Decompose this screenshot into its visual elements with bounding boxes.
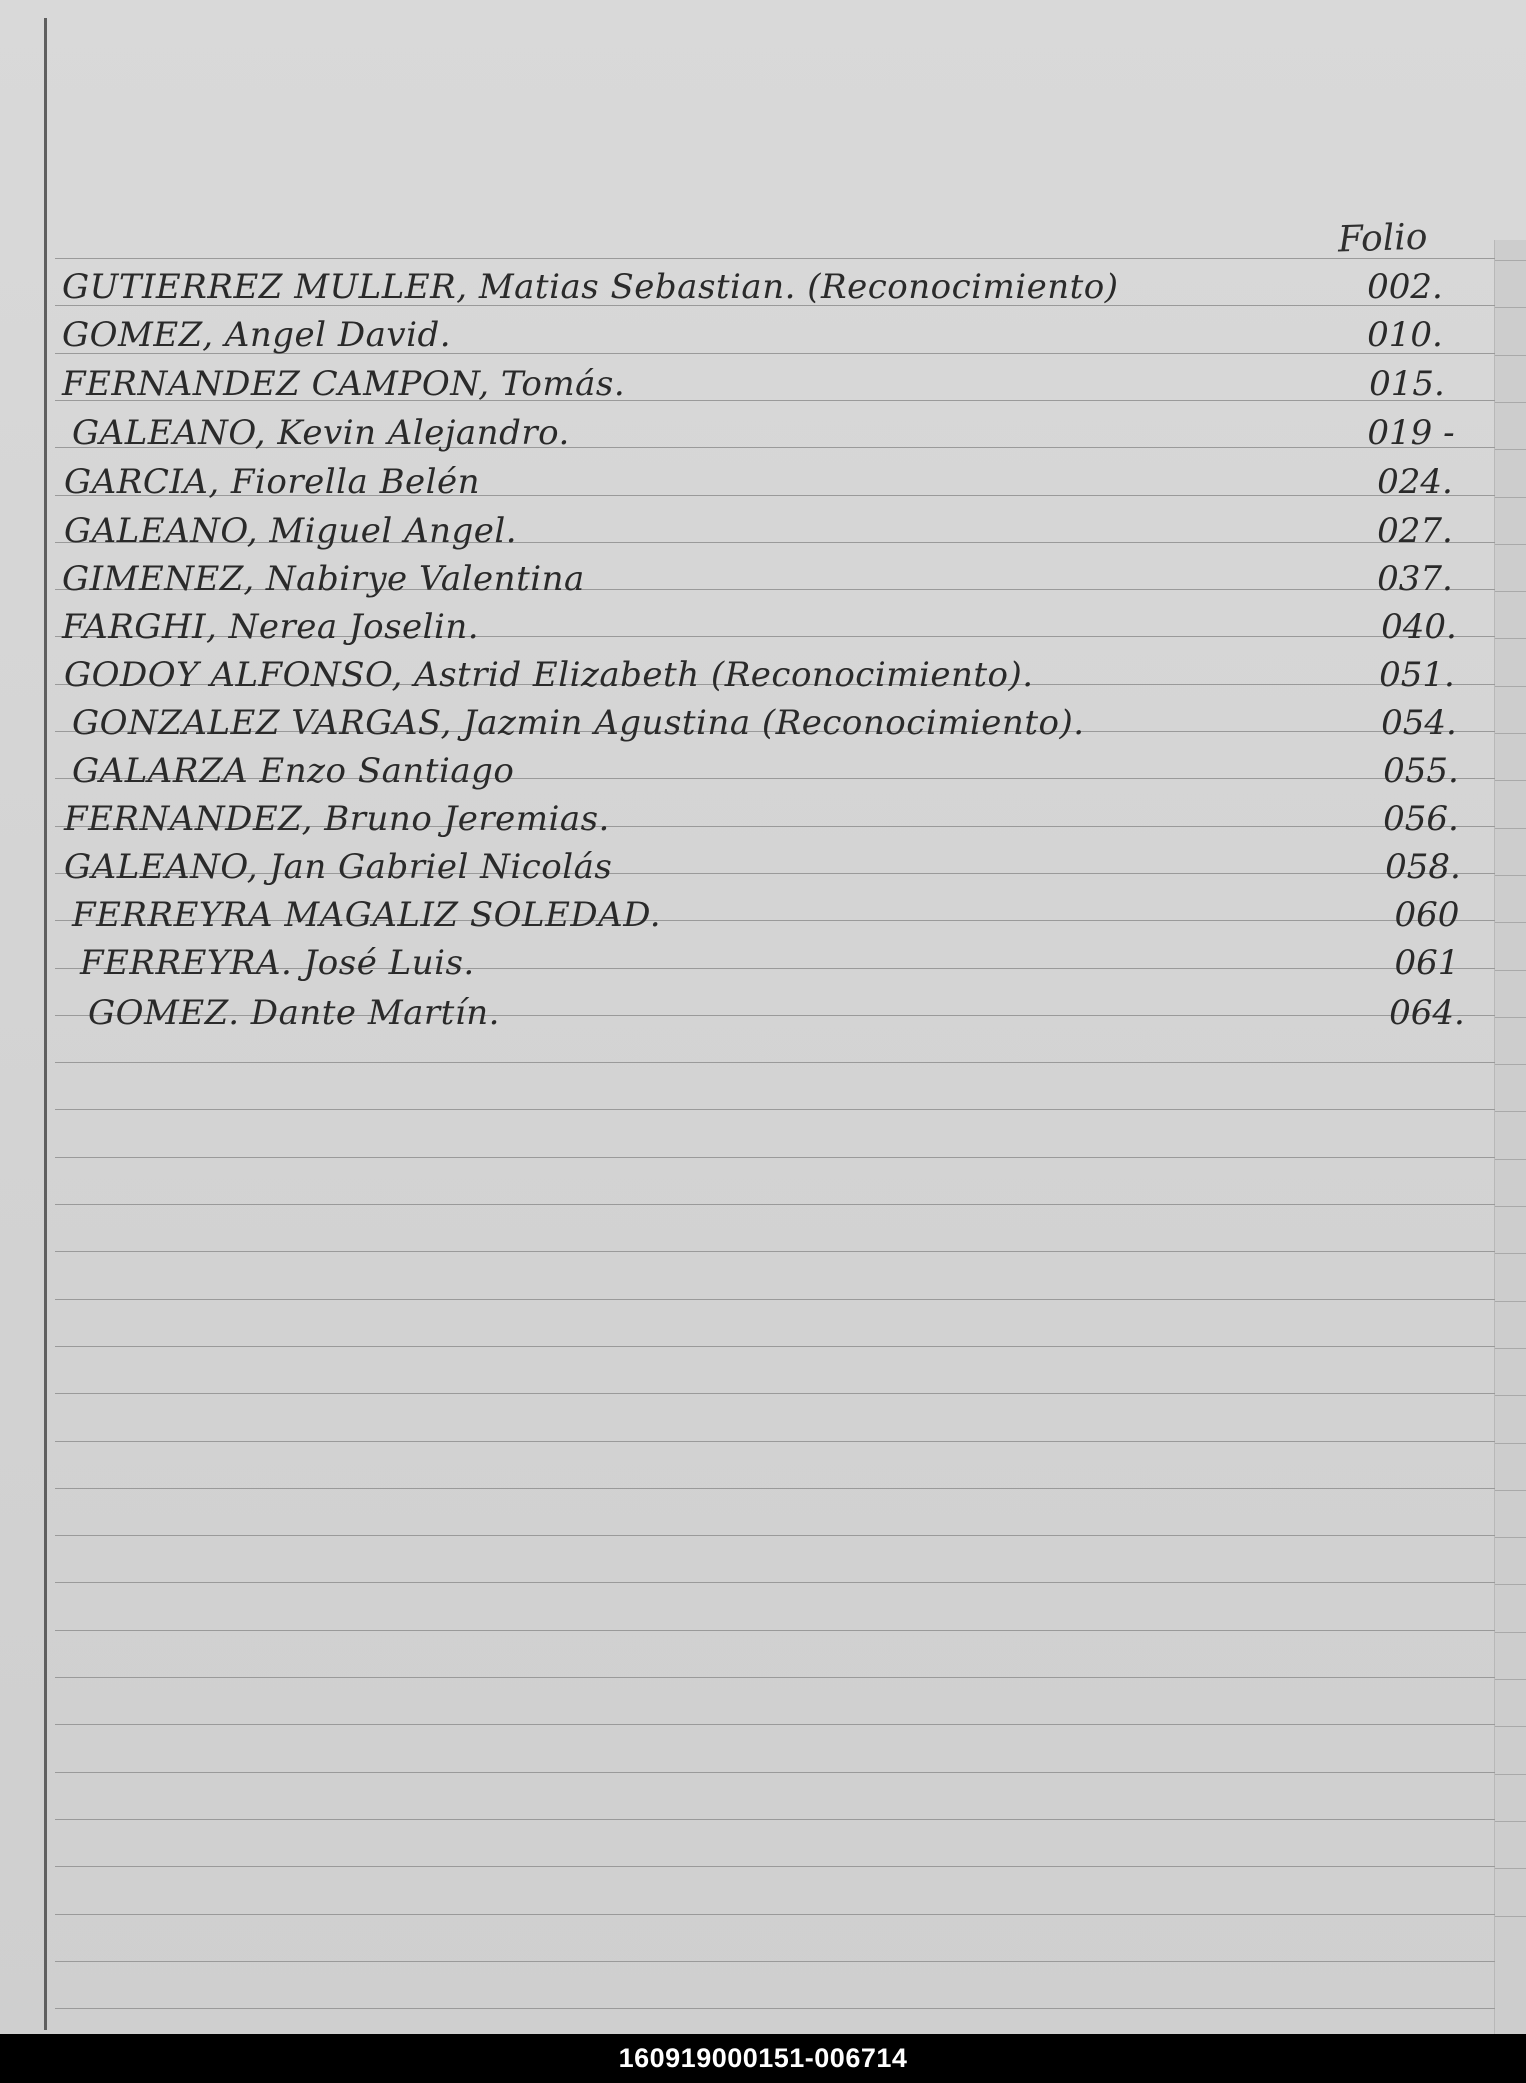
edge-line <box>1495 1443 1526 1444</box>
edge-line <box>1495 1206 1526 1207</box>
entry-name: GOMEZ. Dante Martín. <box>88 993 500 1033</box>
ruled-line <box>55 1346 1495 1347</box>
document-id: 160919000151-006714 <box>618 2043 908 2073</box>
entry-name: GALEANO, Kevin Alejandro. <box>72 413 570 453</box>
list-item <box>0 700 1526 746</box>
entry-folio: 058. <box>1385 847 1461 887</box>
entry-folio: 061 <box>1394 943 1460 983</box>
list-item <box>0 844 1526 890</box>
list-item <box>0 940 1526 986</box>
edge-line <box>1495 1301 1526 1302</box>
entry-folio: 064. <box>1389 993 1465 1033</box>
ruled-line <box>55 1488 1495 1489</box>
ruled-line <box>55 1299 1495 1300</box>
entry-name: FERNANDEZ CAMPON, Tomás. <box>62 364 626 404</box>
entry-folio: 056. <box>1383 799 1459 839</box>
edge-line <box>1495 1679 1526 1680</box>
ruled-line <box>55 1157 1495 1158</box>
ruled-line <box>55 1109 1495 1110</box>
ruled-line <box>55 1582 1495 1583</box>
entry-name: GALARZA Enzo Santiago <box>72 751 515 791</box>
entry-folio: 002. <box>1367 267 1443 307</box>
entry-folio: 037. <box>1377 559 1453 599</box>
entry-name: GIMENEZ, Nabirye Valentina <box>62 559 585 599</box>
edge-line <box>1495 1774 1526 1775</box>
entry-folio: 051. <box>1379 655 1455 695</box>
edge-line <box>1495 1348 1526 1349</box>
entry-folio: 024. <box>1377 462 1453 502</box>
edge-line <box>1495 1064 1526 1065</box>
ruled-line <box>55 1772 1495 1773</box>
entry-name: GALEANO, Jan Gabriel Nicolás <box>64 847 613 887</box>
edge-line <box>1495 260 1526 261</box>
entry-name: GARCIA, Fiorella Belén <box>64 462 481 502</box>
entry-folio: 027. <box>1377 511 1453 551</box>
footer-bar <box>0 2034 1526 2083</box>
entry-name: FERNANDEZ, Bruno Jeremias. <box>64 799 610 839</box>
entry-folio: 040. <box>1381 607 1457 647</box>
entry-folio: 055. <box>1383 751 1459 791</box>
entry-folio: 015. <box>1369 364 1445 404</box>
list-item <box>0 892 1526 938</box>
edge-line <box>1495 1632 1526 1633</box>
ruled-line <box>55 1914 1495 1915</box>
entry-folio: 054. <box>1381 703 1457 743</box>
edge-line <box>1495 1821 1526 1822</box>
list-item <box>0 459 1526 505</box>
entry-name: FERREYRA. José Luis. <box>80 943 475 983</box>
ruled-line <box>55 1393 1495 1394</box>
ruled-line <box>55 1204 1495 1205</box>
edge-line <box>1495 1537 1526 1538</box>
list-item <box>0 556 1526 602</box>
list-item <box>0 652 1526 698</box>
entry-name: GALEANO, Miguel Angel. <box>64 511 518 551</box>
ruled-line <box>55 1630 1495 1631</box>
list-item <box>0 312 1526 358</box>
edge-line <box>1495 1868 1526 1869</box>
entry-folio: 019 - <box>1367 413 1455 453</box>
edge-line <box>1495 1584 1526 1585</box>
list-item <box>0 361 1526 407</box>
edge-line <box>1495 1111 1526 1112</box>
list-item <box>0 796 1526 842</box>
folio-column-header: Folio <box>1337 216 1429 261</box>
ruled-line <box>55 1961 1495 1962</box>
entry-folio: 010. <box>1367 315 1443 355</box>
entry-name: GUTIERREZ MULLER, Matias Sebastian. (Reconocimiento) <box>62 267 1119 307</box>
ruled-line <box>55 258 1495 259</box>
ruled-line <box>55 1724 1495 1725</box>
ruled-line <box>55 2008 1495 2009</box>
edge-line <box>1495 1395 1526 1396</box>
entry-folio: 060 <box>1394 895 1460 935</box>
edge-line <box>1495 1726 1526 1727</box>
list-item <box>0 508 1526 554</box>
entry-name: GOMEZ, Angel David. <box>62 315 452 355</box>
ruled-line <box>55 1441 1495 1442</box>
ruled-line <box>55 1677 1495 1678</box>
entry-name: FARGHI, Nerea Joselin. <box>62 607 480 647</box>
list-item <box>0 410 1526 456</box>
edge-line <box>1495 1490 1526 1491</box>
list-item <box>0 990 1526 1036</box>
ruled-line <box>55 1062 1495 1063</box>
list-item <box>0 604 1526 650</box>
list-item <box>0 264 1526 310</box>
entry-name: GODOY ALFONSO, Astrid Elizabeth (Reconocimiento). <box>64 655 1034 695</box>
list-item <box>0 748 1526 794</box>
edge-line <box>1495 1159 1526 1160</box>
edge-line <box>1495 1916 1526 1917</box>
ruled-line <box>55 1251 1495 1252</box>
ruled-line <box>55 1819 1495 1820</box>
entry-name: FERREYRA MAGALIZ SOLEDAD. <box>72 895 662 935</box>
ruled-line <box>55 1535 1495 1536</box>
ruled-line <box>55 1866 1495 1867</box>
entry-name: GONZALEZ VARGAS, Jazmin Agustina (Reconocimiento). <box>72 703 1085 743</box>
edge-line <box>1495 1253 1526 1254</box>
